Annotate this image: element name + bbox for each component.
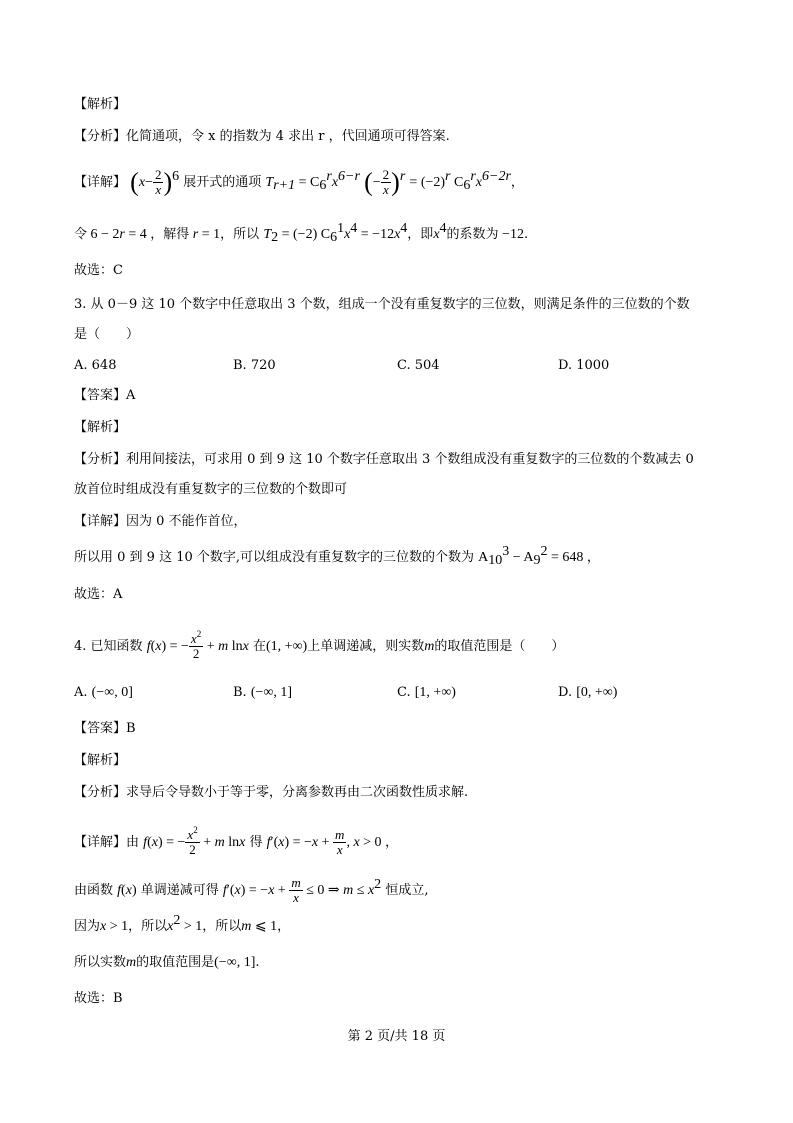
fraction: $\frac{2}{x}$ bbox=[154, 167, 162, 197]
q3-option-b: B. 720 bbox=[233, 358, 276, 373]
q4-answer: 【答案】B bbox=[74, 721, 136, 736]
q4-option-a: A. (−∞, 0] bbox=[74, 685, 133, 700]
q4-option-d: D. [0, +∞) bbox=[558, 685, 618, 700]
q3-option-a: A. 648 bbox=[74, 358, 117, 373]
q4-option-c: C. [1, +∞) bbox=[397, 685, 456, 700]
q4-detail-line3: 因为x > 1，所以$x^2 > 1$，所以m ⩽ 1， bbox=[74, 913, 291, 934]
q3-stem-line1: 3. 从 0－9 这 10 个数字中任意取出 3 个数，组成一个没有重复数字的三位数，则满足条件的三位数的个数 bbox=[74, 297, 690, 312]
detail-label: 【详解】 bbox=[74, 175, 127, 190]
fenxi-label: 【分析】 bbox=[74, 129, 127, 144]
detail-line-2: 令 6 − 2r = 4 ，解得 r = 1，所以 $T_2 = (-2) C_6^1x^4 = -12x^4$，即$x^4$的系数为 −12. bbox=[74, 221, 529, 245]
q3-fenxi-line2: 放首位时组成没有重复数字的三位数的个数即可 bbox=[74, 482, 348, 497]
q4-detail-line2: 由函数 f(x) 单调递减可得 f′(x) = −x + $\frac{m}{x}$ ≤ 0 ⇒ $m \le x^2$ 恒成立, bbox=[74, 875, 429, 905]
q3-answer: 【答案】A bbox=[74, 388, 136, 403]
detail-prefix: 展开式的通项 bbox=[183, 175, 262, 190]
q3-detail-line3: 所以用 0 到 9 这 10 个数字,可以组成没有重复数字的三位数的个数为 $A_{10}^3 - A_9^2 = 648$ ， bbox=[74, 544, 600, 568]
page-footer: 第 2 页/共 18 页 bbox=[347, 1029, 446, 1044]
q4-fenxi: 【分析】求导后令导数小于等于零，分离参数再由二次函数性质求解. bbox=[74, 785, 469, 800]
q4-option-b: B. (−∞, 1] bbox=[233, 685, 293, 700]
analysis-fenxi-1 bbox=[74, 128, 450, 146]
q4-stem: 4. 已知函数 f(x) = − $\frac{x^2}{2}$ + m lnx 在(1, +∞)上单调递减，则实数m的取值范围是（ ） bbox=[74, 629, 565, 661]
q4-analysis-label: 【解析】 bbox=[74, 753, 127, 768]
analysis-label-1: 【解析】 bbox=[74, 97, 127, 112]
fenxi-text: 化简通项，令 x 的指数为 4 求出 r ，代回通项可得答案. bbox=[126, 129, 450, 144]
q3-option-d: D. 1000 bbox=[558, 358, 610, 373]
detail-line-1: 【详解】 (x− $\frac{2}{x}$ )$^6$ 展开式的通项 $T_{r+1} = C_6^rx^{6-r}$ (− $\frac{2}{x}$ )$^r = (-2)^r$ $C_6^rx^{6-2r}$， bbox=[74, 167, 524, 197]
q4-detail-line4: 所以实数m的取值范围是(−∞, 1]. bbox=[74, 955, 260, 970]
q3-option-c: C. 504 bbox=[397, 358, 440, 373]
formula-paren: ( bbox=[130, 167, 139, 197]
q3-detail: 【详解】因为 0 不能作首位， bbox=[74, 514, 247, 529]
q3-stem-line2: 是（ ） bbox=[74, 327, 140, 342]
q3-conclusion: 故选：A bbox=[74, 587, 123, 602]
q4-detail-line1: 【详解】由 f(x) = − $\frac{x^2}{2}$ + m lnx 得 f′(x) = −x + $\frac{m}{x}$ , x > 0 ， bbox=[74, 825, 399, 857]
q4-conclusion: 故选：B bbox=[74, 991, 123, 1006]
conclusion-1: 故选：C bbox=[74, 263, 123, 278]
q3-fenxi-line1: 【分析】利用间接法，可求用 0 到 9 这 10 个数字任意取出 3 个数组成没有重复数字的三位数的个数减去 0 bbox=[74, 452, 694, 467]
q3-analysis-label: 【解析】 bbox=[74, 420, 127, 435]
